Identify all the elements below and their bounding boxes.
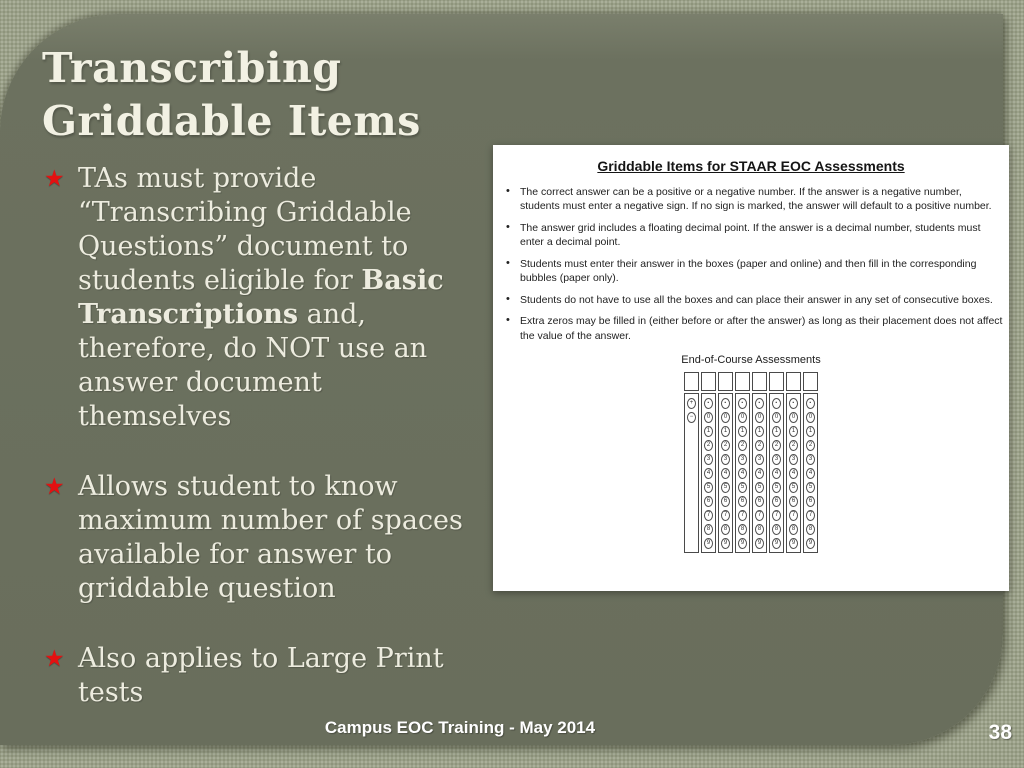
bubble-1: 1 bbox=[721, 426, 730, 437]
bubble-7: 7 bbox=[772, 510, 781, 521]
bubble-decimal: · bbox=[755, 398, 764, 409]
bubble-0: 0 bbox=[738, 412, 747, 423]
bubble-8: 8 bbox=[721, 524, 730, 535]
bubble-decimal: · bbox=[704, 398, 713, 409]
document-bullet-5: • Extra zeros may be filled in (either before or after the answer) as long as their placement does not affect the value of the answer. bbox=[503, 314, 1003, 343]
bubble-6: 6 bbox=[704, 496, 713, 507]
bubble-4: 4 bbox=[755, 468, 764, 479]
bubble-9: 9 bbox=[755, 538, 764, 549]
grid-digit-column bbox=[786, 372, 801, 553]
bubble-9: 9 bbox=[704, 538, 713, 549]
bubble-8: 8 bbox=[738, 524, 747, 535]
bubble-0: 0 bbox=[704, 412, 713, 423]
bubble-6: 6 bbox=[738, 496, 747, 507]
bullet-item-1 bbox=[44, 162, 514, 434]
bullet-text-1: TAs must provide “Transcribing Griddable Questions” document to students eligible for Basic Transcriptions and, therefore, do NOT use an answer document themselves bbox=[78, 163, 444, 432]
bubble-column bbox=[701, 393, 716, 553]
bubble-3: 3 bbox=[789, 454, 798, 465]
bubble-2: 2 bbox=[721, 440, 730, 451]
bubble-9: 9 bbox=[772, 538, 781, 549]
answer-box-cell bbox=[718, 372, 733, 391]
document-bullet-3: • Students must enter their answer in the boxes (paper and online) and then fill in the corresponding bubbles (paper only). bbox=[503, 257, 1003, 286]
grid-digit-column bbox=[701, 372, 716, 553]
bubble-decimal: · bbox=[806, 398, 815, 409]
bubble-decimal: · bbox=[789, 398, 798, 409]
document-bullet-4: • Students do not have to use all the boxes and can place their answer in any set of consecutive boxes. bbox=[503, 293, 1003, 307]
bubble-decimal: · bbox=[772, 398, 781, 409]
bubble-2: 2 bbox=[772, 440, 781, 451]
bubble-column bbox=[684, 393, 699, 553]
grid-digit-column bbox=[752, 372, 767, 553]
footer-text: Campus EOC Training - May 2014 bbox=[324, 718, 596, 737]
grid-digit-column bbox=[718, 372, 733, 553]
bullet-item-2 bbox=[44, 470, 514, 606]
bubble-0: 0 bbox=[721, 412, 730, 423]
bubble-4: 4 bbox=[806, 468, 815, 479]
bubble-9: 9 bbox=[806, 538, 815, 549]
answer-box-cell bbox=[786, 372, 801, 391]
bubble-5: 5 bbox=[789, 482, 798, 493]
bubble-4: 4 bbox=[772, 468, 781, 479]
bubble-7: 7 bbox=[721, 510, 730, 521]
grid-digit-column bbox=[803, 372, 818, 553]
bubble-3: 3 bbox=[806, 454, 815, 465]
bubble-5: 5 bbox=[721, 482, 730, 493]
star-bullet-icon: ★ bbox=[44, 474, 65, 500]
bubble-0: 0 bbox=[789, 412, 798, 423]
bubble-9: 9 bbox=[721, 538, 730, 549]
bubble-7: 7 bbox=[755, 510, 764, 521]
bubble-4: 4 bbox=[789, 468, 798, 479]
bubble-0: 0 bbox=[772, 412, 781, 423]
bubble-1: 1 bbox=[704, 426, 713, 437]
bullet-list bbox=[44, 162, 514, 746]
bubble-2: 2 bbox=[789, 440, 798, 451]
bubble-4: 4 bbox=[738, 468, 747, 479]
star-bullet-icon: ★ bbox=[44, 166, 65, 192]
bubble-8: 8 bbox=[806, 524, 815, 535]
document-bullet-list bbox=[503, 185, 1003, 343]
bubble-0: 0 bbox=[806, 412, 815, 423]
bubble-column bbox=[735, 393, 750, 553]
bubble-7: 7 bbox=[738, 510, 747, 521]
bubble-decimal: · bbox=[738, 398, 747, 409]
bubble-column bbox=[718, 393, 733, 553]
answer-box-cell bbox=[752, 372, 767, 391]
bubble-5: 5 bbox=[806, 482, 815, 493]
bubble-3: 3 bbox=[704, 454, 713, 465]
bubble-5: 5 bbox=[704, 482, 713, 493]
bubble-column bbox=[769, 393, 784, 553]
bubble-1: 1 bbox=[789, 426, 798, 437]
title-line-2: Griddable Items bbox=[42, 97, 421, 146]
document-bullet-1: • The correct answer can be a positive or a negative number. If the answer is a negative number, students must enter a negative sign. If no sign is marked, the answer will default to a positive number. bbox=[503, 185, 1003, 214]
bubble-2: 2 bbox=[755, 440, 764, 451]
bubble-7: 7 bbox=[806, 510, 815, 521]
answer-grid bbox=[493, 372, 1009, 553]
grid-digit-column bbox=[735, 372, 750, 553]
bullet-text-2: Allows student to know maximum number of spaces available for answer to griddable question bbox=[78, 471, 463, 604]
bubble-6: 6 bbox=[755, 496, 764, 507]
answer-box-cell bbox=[701, 372, 716, 391]
bubble-9: 9 bbox=[738, 538, 747, 549]
star-bullet-icon: ★ bbox=[44, 646, 65, 672]
bubble-2: 2 bbox=[704, 440, 713, 451]
bubble-8: 8 bbox=[789, 524, 798, 535]
bubble-3: 3 bbox=[738, 454, 747, 465]
title-line-1: Transcribing bbox=[42, 44, 342, 92]
bubble-2: 2 bbox=[738, 440, 747, 451]
answer-box-cell bbox=[684, 372, 699, 391]
bubble-6: 6 bbox=[721, 496, 730, 507]
bubble-5: 5 bbox=[772, 482, 781, 493]
bubble-3: 3 bbox=[772, 454, 781, 465]
grid-digit-column bbox=[769, 372, 784, 553]
bubble-6: 6 bbox=[789, 496, 798, 507]
bubble-9: 9 bbox=[789, 538, 798, 549]
bubble-+: + bbox=[687, 398, 696, 409]
bubble-5: 5 bbox=[755, 482, 764, 493]
bubble-3: 3 bbox=[721, 454, 730, 465]
page-number: 38 bbox=[988, 721, 1012, 744]
bubble-decimal: · bbox=[721, 398, 730, 409]
bubble-1: 1 bbox=[772, 426, 781, 437]
embedded-document-image bbox=[493, 145, 1009, 591]
grid-caption: End-of-Course Assessments bbox=[681, 354, 821, 367]
bubble-1: 1 bbox=[806, 426, 815, 437]
page-title bbox=[42, 42, 421, 149]
bubble-5: 5 bbox=[738, 482, 747, 493]
document-bullet-2: • The answer grid includes a floating decimal point. If the answer is a decimal number, students must enter a decimal point. bbox=[503, 221, 1003, 250]
bubble-1: 1 bbox=[755, 426, 764, 437]
bubble-2: 2 bbox=[806, 440, 815, 451]
bubble-column bbox=[786, 393, 801, 553]
bubble-0: 0 bbox=[755, 412, 764, 423]
bubble-6: 6 bbox=[806, 496, 815, 507]
grid-sign-column bbox=[684, 372, 699, 553]
bubble-4: 4 bbox=[721, 468, 730, 479]
bubble-4: 4 bbox=[704, 468, 713, 479]
bubble-6: 6 bbox=[772, 496, 781, 507]
bubble-column bbox=[752, 393, 767, 553]
answer-box-cell bbox=[769, 372, 784, 391]
bubble-−: − bbox=[687, 412, 696, 423]
answer-box-cell bbox=[735, 372, 750, 391]
bubble-column bbox=[803, 393, 818, 553]
bubble-7: 7 bbox=[789, 510, 798, 521]
bubble-8: 8 bbox=[704, 524, 713, 535]
bullet-text-3: Also applies to Large Print tests bbox=[78, 643, 444, 708]
bubble-3: 3 bbox=[755, 454, 764, 465]
document-title: Griddable Items for STAAR EOC Assessments bbox=[597, 158, 905, 174]
bubble-8: 8 bbox=[772, 524, 781, 535]
bubble-1: 1 bbox=[738, 426, 747, 437]
bubble-8: 8 bbox=[755, 524, 764, 535]
answer-box-cell bbox=[803, 372, 818, 391]
bubble-7: 7 bbox=[704, 510, 713, 521]
bullet-item-3 bbox=[44, 642, 514, 710]
